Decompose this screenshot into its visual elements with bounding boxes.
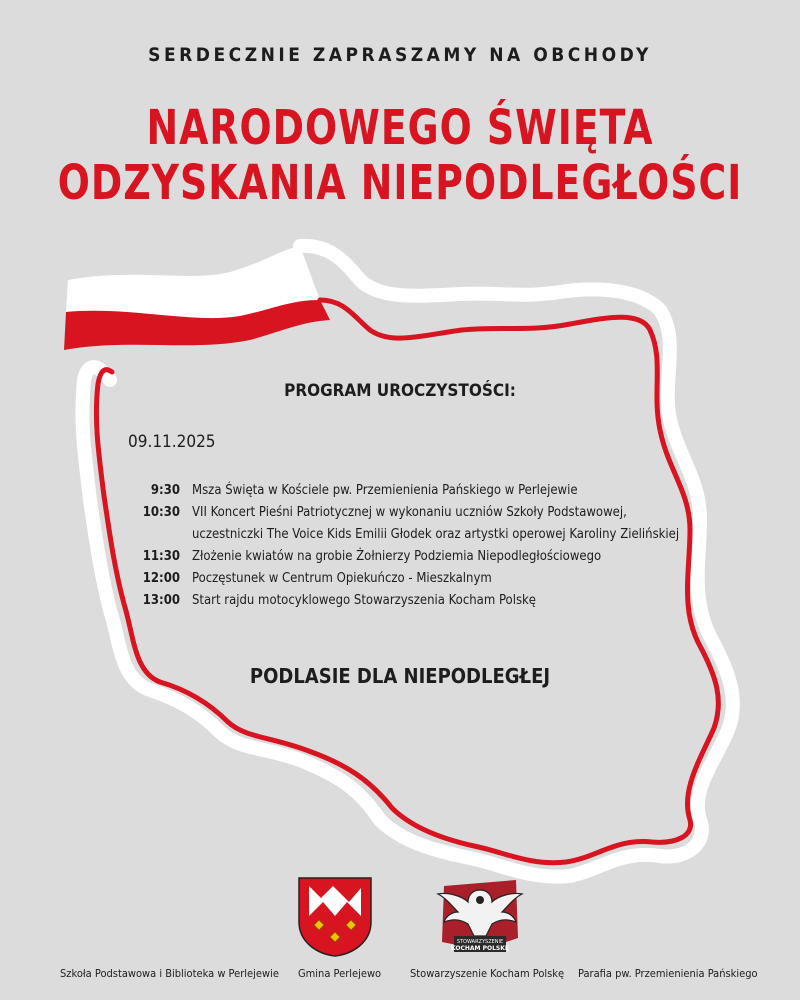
footer-org-parish: Parafia pw. Przemienienia Pańskiego [578, 967, 758, 980]
event-date: 09.11.2025 [128, 432, 216, 452]
schedule-item [140, 590, 700, 612]
schedule-list [140, 480, 700, 612]
schedule-desc: Poczęstunek w Centrum Opiekuńczo - Mieszkalnym [192, 571, 492, 586]
emblem-text-top: STOWARZYSZENIE [456, 939, 504, 945]
gmina-coat-of-arms-icon [297, 876, 373, 958]
schedule-time: 13:00 [142, 593, 180, 608]
schedule-desc: Start rajdu motocyklowego Stowarzyszenia Kocham Polskę [192, 593, 537, 608]
invite-text: SERDECZNIE ZAPRASZAMY NA OBCHODY [148, 44, 652, 66]
schedule-item [140, 546, 700, 568]
footer-org-gmina: Gmina Perlejewo [298, 967, 382, 980]
schedule-time: 11:30 [142, 549, 180, 564]
schedule-item [140, 502, 700, 524]
program-heading: PROGRAM UROCZYSTOŚCI: [284, 381, 516, 401]
emblem-text-bottom: KOCHAM POLSKĘ [451, 945, 509, 952]
slogan: PODLASIE DLA NIEPODLEGŁEJ [249, 664, 551, 688]
schedule-desc: Msza Święta w Kościele pw. Przemienienia Pańskiego w Perlejewie [192, 483, 578, 498]
schedule-desc: uczestniczki The Voice Kids Emilii Głodek oraz artystki operowej Karoliny Zielińskiej [192, 527, 680, 542]
schedule-item [140, 480, 700, 502]
title-line-2: ODZYSKANIA NIEPODLEGŁOŚCI [57, 154, 743, 211]
schedule-time: 12:00 [142, 571, 180, 586]
eagle-emblem-icon [432, 876, 528, 960]
schedule-time: 10:30 [142, 505, 180, 520]
schedule-time: 9:30 [150, 483, 180, 498]
title-line-1: NARODOWEGO ŚWIĘTA [146, 99, 654, 156]
schedule-time [140, 524, 180, 546]
schedule-item [140, 568, 700, 590]
schedule-item [140, 524, 700, 546]
schedule-desc: VII Koncert Pieśni Patriotycznej w wykonaniu uczniów Szkoły Podstawowej, [192, 505, 627, 520]
footer-org-school: Szkoła Podstawowa i Biblioteka w Perlejewie [60, 967, 279, 980]
footer-org-association: Stowarzyszenie Kocham Polskę [410, 967, 565, 980]
schedule-desc: Złożenie kwiatów na grobie Żołnierzy Podziemia Niepodległościowego [192, 549, 602, 564]
